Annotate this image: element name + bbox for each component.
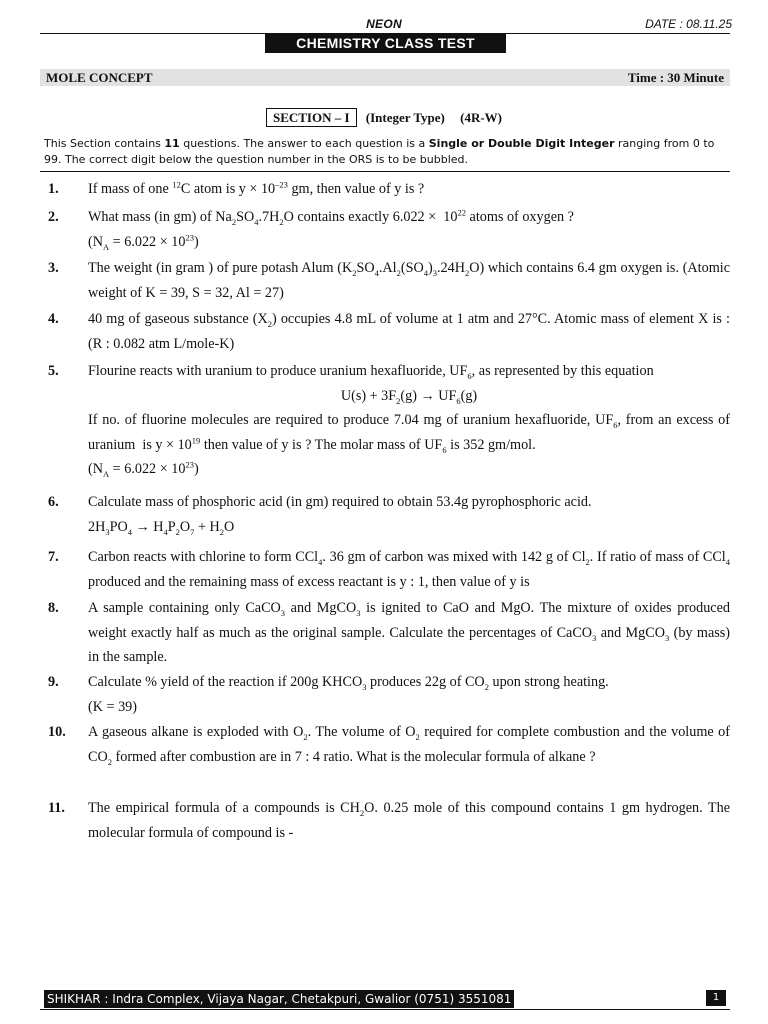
footer-address: SHIKHAR : Indra Complex, Vijaya Nagar, Chetakpuri, Gwalior (0751) 3551081	[44, 990, 514, 1008]
question-4	[44, 307, 730, 356]
question-6	[44, 490, 730, 539]
footer-rule	[40, 1009, 730, 1010]
question-2	[44, 205, 730, 254]
question-text: 40 mg of gaseous substance $(X_2)$ occupies 4.8 mL of volume at 1 atm and 27°C. Atomic mass of element X is : (R : 0.082 atm L/mole-K)	[88, 311, 730, 352]
question-number: 3.	[48, 260, 59, 276]
question-number: 6.	[48, 494, 59, 510]
question-number: 8.	[48, 600, 59, 616]
test-date: DATE : 08.11.25	[645, 17, 732, 31]
instructions-rule	[40, 171, 730, 172]
question-9	[44, 670, 730, 719]
question-10	[44, 720, 730, 769]
topic-name: MOLE CONCEPT	[46, 70, 153, 85]
question-text: If mass of one $^{12}$C atom is $y \times 10^{-23}$ gm, then value of y is ?	[88, 179, 425, 197]
page-number: 1	[706, 990, 726, 1006]
question-7	[44, 545, 730, 594]
question-text: Carbon reacts with chlorine to form CCl$_4$. 36 gm of carbon was mixed with 142 g of $Cl_2$. If ratio of mass of CCl$_4$ produced and the remaining mass of excess reactant is y : 1, then value of y is	[88, 549, 730, 590]
section-type: (Integer Type)	[365, 110, 445, 125]
question-text: The empirical formula of a compounds is $CH_2O$. 0.25 mole of this compound contains 1 gm hydrogen. The molecular formula of compound is -	[88, 800, 730, 841]
section-marks: (4R-W)	[460, 110, 503, 125]
section-label: SECTION – I	[266, 108, 357, 127]
question-number: 7.	[48, 549, 59, 565]
question-number: 2.	[48, 209, 59, 225]
question-text: What mass (in gm) of $Na_2SO_4.7H_2O$ contains exactly $6.022 \times 10^{22}$ atoms of oxygen ? $(N_A = 6.022 \times 10^{23})$	[88, 207, 574, 252]
question-text: Flourine reacts with uranium to produce uranium hexafluoride, $UF_6$, as represented by this equation $U(s) + 3F_2(g) \to UF_6(g)$ If no. of fluorine molecules are required to produce 7.04 mg of uranium hexafluoride, $UF_6$, from an excess of uranium is $y \times 10^{19}$ then value of y is ? The molar mass of $UF_6$ is 352 gm/mol. $(N_A = 6.022 \times 10^{23})$	[88, 363, 730, 480]
question-text: Calculate % yield of the reaction if 200g $KHCO_3$ produces 22g of $CO_2$ upon strong heating. (K = 39)	[88, 674, 609, 715]
question-1	[44, 177, 730, 202]
question-text: The weight (in gram ) of pure potash Alum $(K_2SO_4.Al_2(SO_4)_3.24H_2O)$ which contains 6.4 gm oxygen is. (Atomic weight of K = 39, S = 32, Al = 27)	[88, 260, 730, 301]
question-text: Calculate mass of phosphoric acid (in gm) required to obtain 53.4g pyrophosphoric acid. $2H_3PO_4 \to H_4P_2O_7 + H_2O$	[88, 494, 592, 537]
section-heading	[0, 108, 768, 127]
question-text: A gaseous alkane is exploded with $O_2$. The volume of $O_2$ required for complete combustion and the volume of $CO_2$ formed after combustion are in 7 : 4 ratio. What is the molecular formula of alkane ?	[88, 724, 730, 767]
question-number: 9.	[48, 674, 59, 690]
question-number: 5.	[48, 363, 59, 379]
question-number: 10.	[48, 724, 66, 740]
test-title: CHEMISTRY CLASS TEST	[265, 34, 506, 53]
question-3	[44, 256, 730, 305]
time-limit: Time : 30 Minute	[627, 70, 724, 85]
question-number: 4.	[48, 311, 59, 327]
institute-brand: NEON	[366, 17, 402, 31]
question-number: 1.	[48, 181, 59, 197]
question-8	[44, 596, 730, 670]
question-text: A sample containing only CaCO$_3$ and MgCO$_3$ is ignited to CaO and MgO. The mixture of oxides produced weight exactly half as much as the original sample. Calculate the percentages of CaCO$_3$ and MgCO$_3$ (by mass) in the sample.	[88, 600, 731, 666]
section-instructions: This Section contains 11 questions. The answer to each question is a Single or Double Digit Integer ranging from 0 to 99. The correct digit below the question number in the ORS is to be bubbled.	[44, 137, 715, 166]
question-5	[44, 359, 730, 482]
question-11	[44, 796, 730, 845]
question-number: 11.	[48, 800, 65, 816]
